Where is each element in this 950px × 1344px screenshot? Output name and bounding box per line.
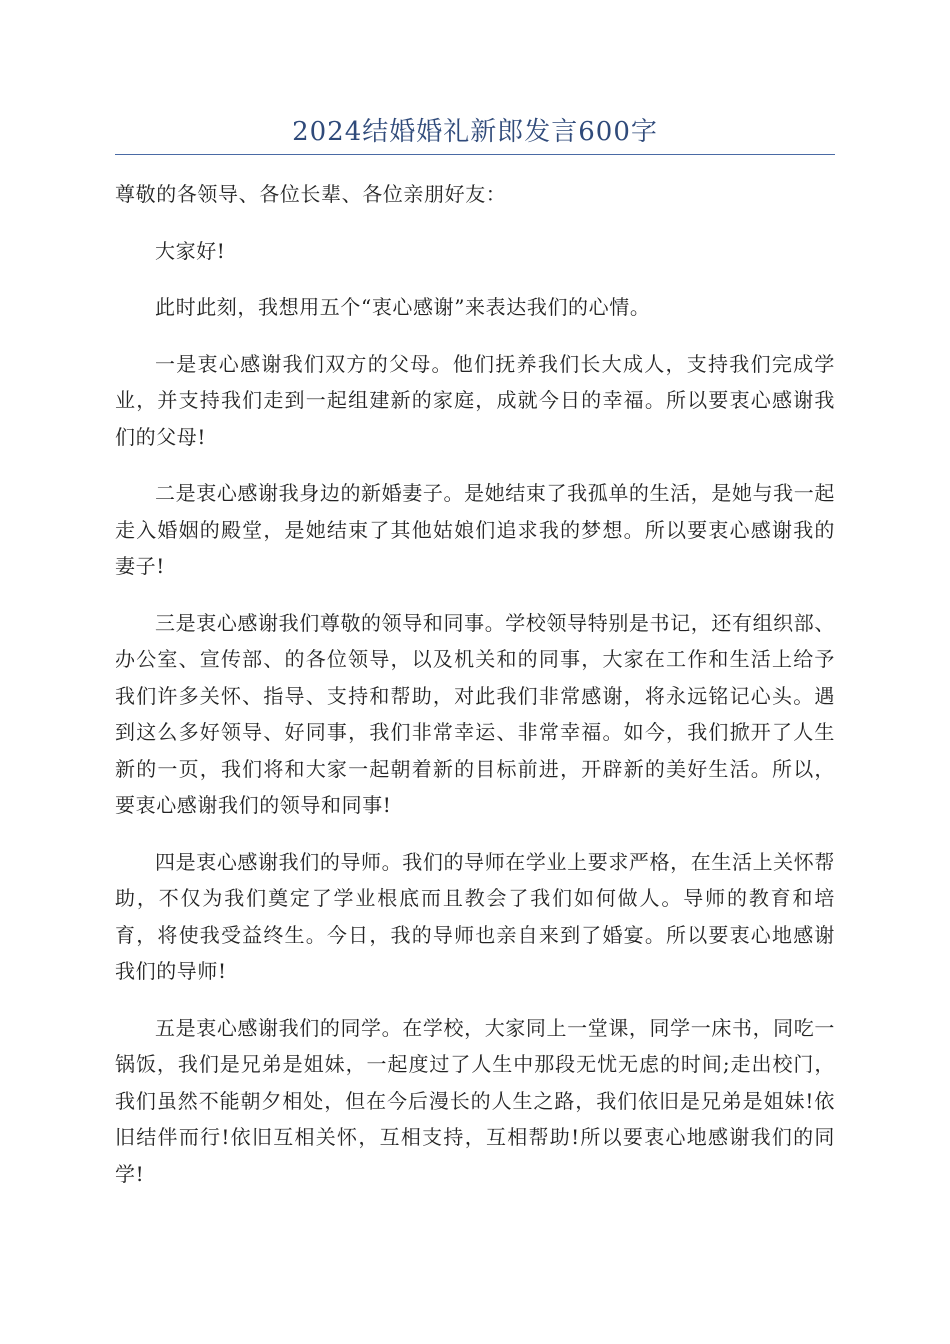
salutation: 尊敬的各领导、各位长辈、各位亲朋好友： bbox=[115, 182, 507, 206]
paragraph-thanks-wife: 二是衷心感谢我身边的新婚妻子。是她结束了我孤单的生活，是她与我一起走入婚姻的殿堂，是她结束了其他姑娘们追求我的梦想。所以要衷心感谢我的妻子! bbox=[115, 481, 835, 578]
document-body bbox=[115, 176, 835, 1212]
paragraph-intro: 此时此刻，我想用五个“衷心感谢”来表达我们的心情。 bbox=[155, 295, 651, 319]
paragraph-thanks-leaders: 三是衷心感谢我们尊敬的领导和同事。学校领导特别是书记，还有组织部、办公室、宣传部、的各位领导，以及机关和的同事，大家在工作和生活上给予我们许多关怀、指导、支持和帮助，对此我们非常感谢，将永远铭记心头。遇到这么多好领导、好同事，我们非常幸运、非常幸福。如今，我们掀开了人生新的一页，我们将和大家一起朝着新的目标前进，开辟新的美好生活。所以，要衷心感谢我们的领导和同事! bbox=[115, 610, 835, 817]
paragraph-thanks-parents: 一是衷心感谢我们双方的父母。他们抚养我们长大成人，支持我们完成学业，并支持我们走到一起组建新的家庭，成就今日的幸福。所以要衷心感谢我们的父母! bbox=[115, 351, 835, 449]
paragraph-greeting: 大家好! bbox=[155, 238, 226, 263]
paragraph-thanks-classmates: 五是衷心感谢我们的同学。在学校，大家同上一堂课，同学一床书，同吃一锅饭，我们是兄弟是姐妹，一起度过了人生中那段无忧无虑的时间;走出校门，我们虽然不能朝夕相处，但在今后漫长的人生之路，我们依旧是兄弟是姐妹!依旧结伴而行!依旧互相关怀，互相支持，互相帮助!所以要衷心地感谢我们的同学! bbox=[115, 1015, 835, 1186]
paragraph-thanks-mentor: 四是衷心感谢我们的导师。我们的导师在学业上要求严格，在生活上关怀帮助，不仅为我们奠定了学业根底而且教会了我们如何做人。导师的教育和培育，将使我受益终生。今日，我的导师也亲自来到了婚宴。所以要衷心地感谢我们的导师! bbox=[115, 849, 835, 983]
title-underline bbox=[115, 154, 835, 155]
document-title: 2024结婚婚礼新郎发言600字 bbox=[292, 117, 658, 147]
